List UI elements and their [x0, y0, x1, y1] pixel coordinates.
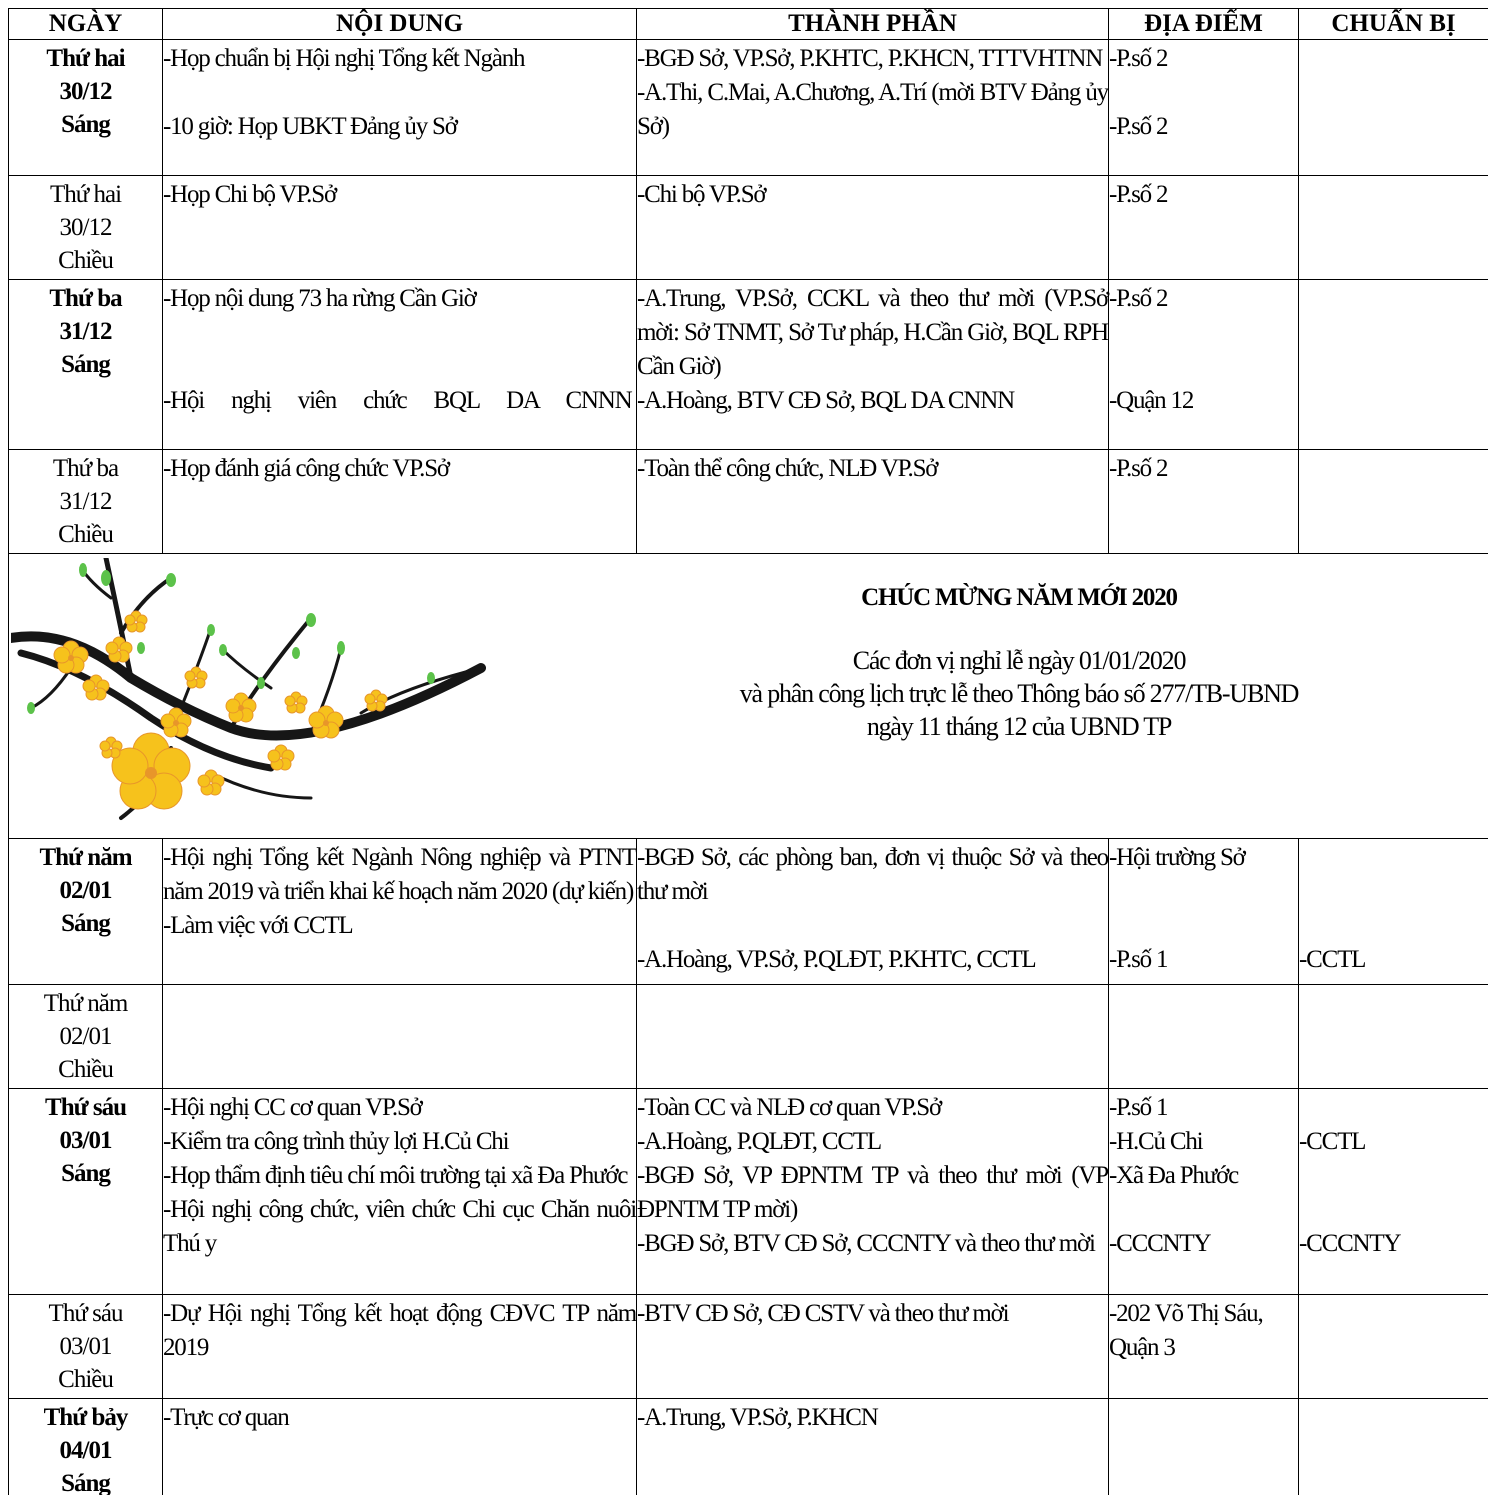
- dia-diem-cell: [1109, 176, 1299, 280]
- chuan-bi-item: -CCTL: [1299, 1128, 1366, 1155]
- thanh-phan-item: -A.Hoàng, P.QLĐT, CCTL: [637, 1128, 881, 1155]
- day-date: 30/12: [59, 78, 112, 105]
- chuan-bi-item: -CCCNTY: [1299, 1230, 1401, 1257]
- dia-diem-item: -P.số 2: [1109, 45, 1168, 72]
- noi-dung-cell: [163, 450, 637, 554]
- day-cell: [9, 839, 163, 985]
- banner-title: CHÚC MỪNG NĂM MỚI 2020: [861, 584, 1177, 611]
- noi-dung-item: -Trực cơ quan: [163, 1404, 289, 1431]
- noi-dung-item: -Hội nghị viên chức BQL DA CNNN: [163, 387, 632, 414]
- noi-dung-item: -Họp chuẩn bị Hội nghị Tổng kết Ngành: [163, 45, 525, 72]
- chuan-bi-cell: [1299, 450, 1489, 554]
- table-row: [9, 1295, 1489, 1399]
- thanh-phan-item: -BGĐ Sở, VP.Sở, P.KHTC, P.KHCN, TTTVHTNN: [637, 45, 1103, 72]
- dia-diem-cell: [1109, 1295, 1299, 1399]
- day-session: Sáng: [61, 1160, 110, 1187]
- thanh-phan-cell: [637, 450, 1109, 554]
- dia-diem-item: -CCCNTY: [1109, 1230, 1211, 1257]
- thanh-phan-item: -A.Trung, VP.Sở, CCKL và theo thư mời (VP.Sở mời: Sở TNMT, Sở Tư pháp, H.Cần Giờ, BQL RPH Cần Giờ): [637, 285, 1108, 380]
- table-row: [9, 1399, 1489, 1495]
- chuan-bi-cell: [1299, 176, 1489, 280]
- chuan-bi-cell: [1299, 1399, 1489, 1495]
- apricot-blossom-branch-icon: [11, 558, 501, 828]
- thanh-phan-item: -BTV CĐ Sở, CĐ CSTV và theo thư mời: [637, 1300, 1009, 1327]
- day-name: Thứ sáu: [48, 1300, 123, 1327]
- day-session: Chiều: [58, 1056, 113, 1083]
- thanh-phan-item: -Toàn CC và NLĐ cơ quan VP.Sở: [637, 1094, 941, 1121]
- dia-diem-cell: [1109, 450, 1299, 554]
- day-date: 03/01: [59, 1333, 112, 1360]
- noi-dung-item: -Hội nghị CC cơ quan VP.Sở: [163, 1094, 422, 1121]
- day-date: 31/12: [59, 318, 112, 345]
- noi-dung-cell: [163, 40, 637, 176]
- holiday-notice: [659, 584, 1379, 743]
- day-name: Thứ hai: [49, 181, 122, 208]
- noi-dung-cell: [163, 1089, 637, 1295]
- thanh-phan-cell: [637, 280, 1109, 450]
- dia-diem-item: -P.số 2: [1109, 455, 1168, 482]
- banner-line-3: ngày 11 tháng 12 của UBND TP: [866, 712, 1172, 741]
- dia-diem-cell: [1109, 839, 1299, 985]
- day-name: Thứ bảy: [43, 1404, 128, 1431]
- noi-dung-item: -Hội nghị công chức, viên chức Chi cục Chăn nuôi Thú y: [163, 1196, 636, 1257]
- thanh-phan-cell: [637, 985, 1109, 1089]
- thanh-phan-item: -A.Hoàng, VP.Sở, P.QLĐT, P.KHTC, CCTL: [637, 946, 1036, 973]
- thanh-phan-item: -BGĐ Sở, BTV CĐ Sở, CCCNTY và theo thư mời: [637, 1230, 1095, 1257]
- day-name: Thứ năm: [43, 990, 128, 1017]
- day-cell: [9, 1089, 163, 1295]
- header-row: [9, 9, 1489, 40]
- day-date: 04/01: [59, 1437, 112, 1464]
- day-name: Thứ hai: [46, 45, 125, 72]
- thanh-phan-cell: [637, 1295, 1109, 1399]
- day-cell: [9, 450, 163, 554]
- day-cell: [9, 1295, 163, 1399]
- day-cell: [9, 176, 163, 280]
- dia-diem-item: -P.số 2: [1109, 113, 1168, 140]
- table-row: [9, 40, 1489, 176]
- schedule-sheet: [8, 8, 1488, 1495]
- noi-dung-item: -10 giờ: Họp UBKT Đảng ủy Sở: [163, 113, 457, 140]
- dia-diem-cell: [1109, 280, 1299, 450]
- dia-diem-item: -Quận 12: [1109, 387, 1194, 414]
- dia-diem-cell: [1109, 1089, 1299, 1295]
- table-row: [9, 280, 1489, 450]
- table-row: [9, 985, 1489, 1089]
- table-row: [9, 1089, 1489, 1295]
- noi-dung-cell: [163, 280, 637, 450]
- noi-dung-cell: [163, 985, 637, 1089]
- chuan-bi-cell: [1299, 280, 1489, 450]
- day-name: Thứ ba: [52, 455, 119, 482]
- day-cell: [9, 40, 163, 176]
- thanh-phan-cell: [637, 1089, 1109, 1295]
- day-session: Chiều: [58, 1366, 113, 1393]
- dia-diem-item: -H.Củ Chi: [1109, 1128, 1203, 1155]
- thanh-phan-item: -BGĐ Sở, VP ĐPNTM TP và theo thư mời (VP ĐPNTM TP mời): [637, 1162, 1108, 1223]
- day-name: Thứ sáu: [45, 1094, 126, 1121]
- day-date: 30/12: [59, 214, 112, 241]
- noi-dung-cell: [163, 1295, 637, 1399]
- weekly-schedule-table: [8, 8, 1488, 1495]
- day-session: Sáng: [61, 111, 110, 138]
- chuan-bi-cell: [1299, 1295, 1489, 1399]
- day-cell: [9, 1399, 163, 1495]
- noi-dung-cell: [163, 1399, 637, 1495]
- table-row: [9, 839, 1489, 985]
- day-date: 03/01: [59, 1127, 112, 1154]
- banner-line-1: Các đơn vị nghỉ lễ ngày 01/01/2020: [852, 646, 1186, 675]
- dia-diem-cell: [1109, 1399, 1299, 1495]
- dia-diem-item: -202 Võ Thị Sáu, Quận 3: [1109, 1300, 1263, 1361]
- table-row: [9, 450, 1489, 554]
- dia-diem-item: -P.số 1: [1109, 1094, 1168, 1121]
- noi-dung-item: -Hội nghị Tổng kết Ngành Nông nghiệp và PTNT năm 2019 và triển khai kế hoạch năm 2020 (dự kiến): [163, 844, 636, 905]
- header-chuan-bi: CHUẨN BỊ: [1299, 9, 1489, 40]
- dia-diem-cell: [1109, 40, 1299, 176]
- day-session: Sáng: [61, 1470, 110, 1495]
- noi-dung-item: -Họp nội dung 73 ha rừng Cần Giờ: [163, 285, 476, 312]
- noi-dung-item: -Họp Chi bộ VP.Sở: [163, 181, 336, 208]
- noi-dung-item: -Làm việc với CCTL: [163, 912, 353, 939]
- holiday-banner: [9, 554, 1489, 839]
- thanh-phan-cell: [637, 839, 1109, 985]
- dia-diem-item: -P.số 2: [1109, 181, 1168, 208]
- thanh-phan-cell: [637, 1399, 1109, 1495]
- chuan-bi-cell: [1299, 985, 1489, 1089]
- header-dia-diem: ĐỊA ĐIỂM: [1109, 9, 1299, 40]
- thanh-phan-item: -A.Trung, VP.Sở, P.KHCN: [637, 1404, 878, 1431]
- chuan-bi-cell: [1299, 1089, 1489, 1295]
- banner-line-2: và phân công lịch trực lễ theo Thông báo số 277/TB-UBND: [739, 679, 1299, 708]
- noi-dung-cell: [163, 839, 637, 985]
- day-session: Sáng: [61, 910, 110, 937]
- thanh-phan-cell: [637, 176, 1109, 280]
- dia-diem-item: -P.số 2: [1109, 285, 1168, 312]
- noi-dung-item: -Họp thẩm định tiêu chí môi trường tại xã Đa Phước: [163, 1162, 628, 1189]
- dia-diem-item: -Xã Đa Phước: [1109, 1162, 1238, 1189]
- holiday-banner-row: [9, 554, 1489, 839]
- dia-diem-item: -P.số 1: [1109, 946, 1168, 973]
- day-cell: [9, 280, 163, 450]
- noi-dung-cell: [163, 176, 637, 280]
- table-row: [9, 176, 1489, 280]
- header-noi-dung: NỘI DUNG: [163, 9, 637, 40]
- day-date: 02/01: [59, 1023, 112, 1050]
- thanh-phan-cell: [637, 40, 1109, 176]
- thanh-phan-item: -Chi bộ VP.Sở: [637, 181, 766, 208]
- thanh-phan-item: -Toàn thể công chức, NLĐ VP.Sở: [637, 455, 938, 482]
- dia-diem-item: -Hội trường Sở: [1109, 844, 1245, 871]
- day-session: Chiều: [58, 247, 113, 274]
- day-name: Thứ năm: [39, 844, 132, 871]
- noi-dung-item: -Kiểm tra công trình thủy lợi H.Củ Chi: [163, 1128, 509, 1155]
- thanh-phan-item: -A.Hoàng, BTV CĐ Sở, BQL DA CNNN: [637, 387, 1014, 414]
- day-name: Thứ ba: [49, 285, 122, 312]
- day-session: Chiều: [58, 521, 113, 548]
- day-session: Sáng: [61, 351, 110, 378]
- chuan-bi-cell: [1299, 40, 1489, 176]
- header-ngay: NGÀY: [9, 9, 163, 40]
- thanh-phan-item: -A.Thi, C.Mai, A.Chương, A.Trí (mời BTV Đảng ủy Sở): [637, 79, 1108, 140]
- noi-dung-item: -Họp đánh giá công chức VP.Sở: [163, 455, 449, 482]
- day-date: 31/12: [59, 488, 112, 515]
- chuan-bi-cell: [1299, 839, 1489, 985]
- thanh-phan-item: -BGĐ Sở, các phòng ban, đơn vị thuộc Sở và theo thư mời: [637, 844, 1108, 905]
- header-thanh-phan: THÀNH PHẦN: [637, 9, 1109, 40]
- dia-diem-cell: [1109, 985, 1299, 1089]
- day-cell: [9, 985, 163, 1089]
- chuan-bi-item: -CCTL: [1299, 946, 1366, 973]
- day-date: 02/01: [59, 877, 112, 904]
- noi-dung-item: -Dự Hội nghị Tổng kết hoạt động CĐVC TP năm 2019: [163, 1300, 636, 1361]
